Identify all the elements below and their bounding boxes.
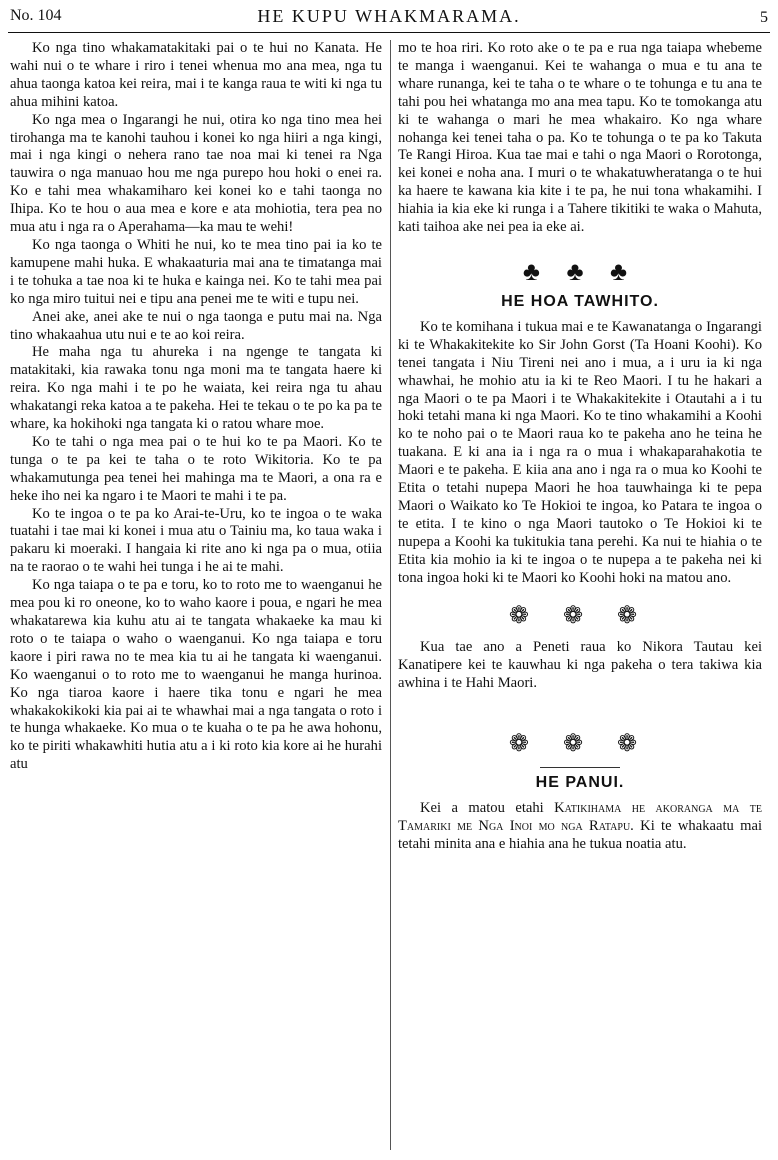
paragraph-taiapa: Ko nga taiapa o te pa e toru, ko to roto me to waenganui he mea pou ki ro oneone, ko to waho kaore i poua, e ngari he mea whakatarewa kia kuhu atu ai te tangata whakaeke ka mau ki roto o te taiapa o waho o waenganui. Ko nga taiapa e toru kaore i piri rawa no te mea kia tu ai he tangata ki waenganui. Ko waenganui o to roto me to waenganui he manga hurinoa. Ko nga tiaroa kaore i haere tika tonu e ngari he mea whakakokikoki kia pai ai te whawhai mai a nga tangata o roto i te hunga whakaeke. Ko mua o te kuaha o te pa he awa hohonu, ko te piriti whakawhiti hutia atu a i ki roto kia kore ai he hurahi atu: [10, 577, 382, 773]
panui-tail: Ki te whakaatu mai tetahi minita ana e hiahia ana he tukua noatia atu.: [398, 818, 762, 852]
flower-ornament: ❁ ❁ ❁: [508, 603, 652, 630]
panui-book-title: Katikihama he akoranga ma te Tamariki me Nga Inoi mo nga Ratapu.: [398, 800, 762, 834]
paragraph-whiti: Ko nga taonga o Whiti he nui, ko te mea tino pai ia ko te kamupene mahi huka. E whakaaturia mai ana te timatanga mai i te tohuka a tae noa ki te huka e kainga nei. Ko te tahi mea pai ko nga miro tuitui nei e tipu ana penei me te witi e tupu nei.: [10, 236, 382, 307]
paragraph-continuation: mo te hoa riri. Ko roto ake o te pa e rua nga taiapa whebeme te manga i waenganui. Kei te wahanga o mua e tu ana te whare runanga, kei te taha o te whare o te tohunga e tu ana te tahi pou hei whatanga mo ana mea tapu. Ko te tomokanga atu ki te wahanga o mari he mea whakairo. Ko nga whare nohanga kei tenei taha o pa. Ko te tohunga o te pa ko Takuta Te Rangi Hiroa. Kua tae mai e tahi o nga Maori o Rorotonga, kei konei e noha ana. I muri o te whakatuwheratanga o te hui ka haere te kawana kia kite i te pa, he nui tona whakamihi. I hiahia ia kia eke ki runga i a Tahere tikitiki te waka o Mahuta, kati taihoa ake nei pea ia eke ai.: [398, 40, 762, 236]
issue-number: No. 104: [10, 7, 62, 24]
right-column: [398, 40, 762, 854]
flower-ornament-2: ❁ ❁ ❁: [508, 731, 652, 758]
paragraph-arai-te-uru: Ko te ingoa o te pa ko Arai-te-Uru, ko te ingoa o te waka tuatahi i tae mai ki konei i mua atu o Tainiu ma, ko taua waka i pakaru ki moeraki. I hangaia ki rite ano ki nga pa o mua, otiia na te raorao o te wahi hei tunga i he ai te mahi.: [10, 505, 382, 576]
publication-title: HE KUPU WHAKMARAMA.: [257, 6, 521, 26]
panui-lead: Kei a matou etahi: [420, 800, 544, 817]
paragraph-ahureka: He maha nga tu ahureka i na ngenge te tangata ki matakitaki, kia rawaka tonu nga moni ma te tangata haere ki reira. Ko nga mahi i te po he waiata, kei reira nga tu ahau whakatangi reka katoa a te pakeha. Hei te tekau o te po ka pa te whare, ka hokihoki nga tangata ki o ratou whare moe.: [10, 344, 382, 433]
page-header: [8, 4, 770, 30]
page-number: 5: [760, 9, 768, 26]
paragraph-ingarangi: Ko nga mea o Ingarangi he nui, otira ko nga tino mea hei tirohanga ma te kanohi tauhou i konei ko nga hiiri a nga kingi, mai i nga kingi o nehera rano tae noa mai ki tenei ra Nga tauwira o nga manuao hou me nga purepo hou hoki o enei ra. Ko e tahi mea whakamiharo kei konei ko e tahi taonga no Ihipa. Ko te hou o aua mea e kore e ata mohiotia, tera pea no mua atu i nga ra o Aperahama—ka mau te wehi!: [10, 111, 382, 236]
short-rule: [540, 767, 620, 768]
paragraph-peneti: Kua tae ano a Peneti raua ko Nikora Tautau kei Kanatipere kei te kauwhau ki nga pakeha o tera takiwa kia awhina i te Hahi Maori.: [398, 639, 762, 692]
paragraph-hoa-tawhito: Ko te komihana i tukua mai e te Kawanatanga o Ingarangi ki te Whakakitekite ko Sir John Gorst (Ta Hoani Koohi). Ko tenei tangata i Niu Tireni nei ano i mua, a i uru ia ki nga whawhai, he mohio atu ia ki te Reo Maori. I tu he hakari a nga Maori o te pa Maori i te Whakakitekite i Otautahi a i tu hoki tetahi mana ki nga Maori. Ko te tino whakamihi a Koohi ko te noho pai o te Maori raua ko te pakeha ano he teina he tuakana. E ki ana ia i nga ra o mua i whakaparahakotia te Maori e te pakeha. E kiia ana ano i nga ra o mua ko Koohi te Etita o tetahi nupepa Maori he hoa tauwhainga ki te pepa Maori o Waikato ko Te Hokioi te ingoa, ko Patara te ingoa o te etita. I te kino o nga Maori tautoko o Te Hokioi ki te nupepa a Koohi ka tukitukia tana perehi. Ka nui te hiahia o te Etita kia mohio ia ki te ingoa o te nupepa a te pakeha nei ki tona ingoa hoki ki te Maori ko Koohi hoki na matou ano.: [398, 318, 762, 586]
paragraph-anei-ake: Anei ake, anei ake te nui o nga taonga e putu mai na. Nga tino whakaahua utu nui e te ao koi reira.: [10, 308, 382, 343]
header-rule: [8, 32, 770, 33]
paragraph-pa-maori: Ko te tahi o nga mea pai o te hui ko te pa Maori. Ko te tunga o te pa kei te taha o te roto Wikitoria. Ko te pa whakamutunga pea tenei hei mahinga ma te Maori, a ona ra e heke iho nei ka ngaro i te Maori te mahi i te pa.: [10, 433, 382, 504]
paragraph-kanata: Ko nga tino whakamatakitaki pai o te hui no Kanata. He wahi nui o te whare i riro i tenei whenua mo ana mea, nga tu ahua taonga katoa kei reira, mai i te kanga raua te witi ki nga tu ahua mihini katoa.: [10, 40, 382, 110]
club-ornament: ♣ ♣ ♣: [522, 256, 638, 286]
section-heading-hoa-tawhito: HE HOA TAWHITO.: [501, 292, 659, 310]
column-divider: [390, 40, 391, 1150]
paragraph-panui: [398, 800, 762, 854]
section-heading-panui: HE PANUI.: [535, 774, 625, 792]
left-column: [10, 40, 382, 774]
